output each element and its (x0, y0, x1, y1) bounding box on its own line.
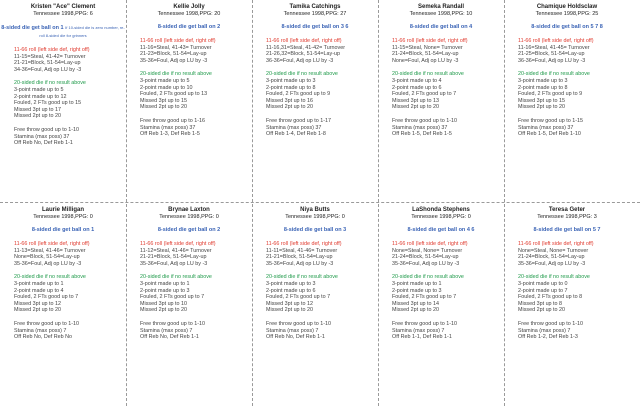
player-name: Kellie Jolly (173, 4, 205, 10)
stat-line: Free throw good up to 1-10 (392, 320, 458, 327)
roll-header: 11-66 roll (left side def, right off) (518, 241, 594, 247)
stat-line: Off Reb No, Def Reb 1-1 (140, 334, 199, 341)
die-result-line: Missed 2pt up to 20 (392, 307, 440, 314)
roll-result-line: 35-36=Foul, Adj op LU by -3 (140, 260, 208, 267)
die-result-line: Fouled, 2 FTs good up to 7 (266, 294, 331, 301)
ball-possession-line (126, 227, 252, 234)
player-card (0, 203, 126, 406)
die-result-line: 2-point made up to 10 (140, 84, 193, 91)
die-header: 20-sided die if no result above (140, 71, 212, 78)
roll-result-line: None=Steal, None= Turnover (392, 247, 463, 254)
ball-possession-text: 8-sided die get ball on 2 (157, 24, 221, 30)
player-card (378, 0, 504, 203)
roll-result-line: 21-21=Block, 51-54=Lay-up (266, 254, 333, 261)
roll-result-line: 11-16=Steal, 41-43= Turnover (140, 44, 212, 51)
team-ppg: Tennessee 1998,PPG: 0 (159, 214, 219, 220)
die-header: 20-sided die if no result above (392, 274, 464, 281)
die-header: 20-sided die if no result above (518, 274, 590, 281)
spacer (518, 64, 630, 71)
spacer (392, 64, 504, 71)
roll-header: 11-66 roll (left side def, right off) (266, 241, 342, 247)
die-result-line: 3-point made up to 5 (14, 86, 64, 93)
team-ppg: Tennessee 1998,PPG: 6 (33, 11, 93, 17)
stat-line: Off Reb 1-2, Def Reb 1-3 (518, 334, 578, 341)
roll-result-line: 36-36=Foul, Adj op LU by -3 (518, 57, 586, 64)
die-result-line: Missed 3pt up to 8 (518, 300, 563, 307)
die-result-line: 2-point made up to 6 (266, 287, 316, 294)
die-header: 20-sided die if no result above (518, 71, 590, 78)
spacer (140, 234, 252, 241)
die-result-line: Fouled, 2 FTs good up to 7 (392, 294, 457, 301)
spacer (518, 314, 630, 321)
spacer (392, 31, 504, 38)
stat-line: Free throw good up to 1-10 (14, 320, 80, 327)
die-result-line: Missed 2pt up to 20 (392, 104, 440, 111)
spacer (140, 111, 252, 118)
roll-result-line: 11-15=Steal, None= Turnover (392, 44, 463, 51)
player-card (126, 203, 252, 406)
ball-possession-text: 8-sided die get ball on 1 (31, 227, 95, 233)
roll-result-line: 35-36=Foul, Adj op LU by -3 (140, 57, 208, 64)
ball-possession-text: 8-sided die get ball on 3 6 (281, 24, 349, 30)
stat-line: Free throw good up to 1-10 (518, 320, 584, 327)
roll-result-line: 11-15=Steal, 41-42= Turnover (14, 53, 86, 60)
stat-line: Stamina (max poss) 37 (518, 124, 574, 131)
die-header: 20-sided die if no result above (14, 80, 86, 87)
stat-line: Off Reb No, Def Reb 1-1 (266, 334, 325, 341)
die-result-line: Missed 2pt up to 20 (140, 104, 188, 111)
spacer (14, 314, 126, 321)
ball-possession-text: 8-sided die get ball on 5 7 (533, 227, 601, 233)
roll-result-line: 35-36=Foul, Adj op LU by -3 (518, 260, 586, 267)
die-result-line: Fouled, 2 FTs good up to 13 (140, 91, 208, 98)
die-result-line: Missed 3pt up to 12 (14, 300, 62, 307)
die-result-line: 2-point made up to 7 (518, 287, 568, 294)
player-name: Tamika Catchings (289, 4, 341, 10)
die-result-line: Missed 3pt up to 15 (140, 97, 188, 104)
player-card (378, 203, 504, 406)
die-result-line: Missed 2pt up to 20 (14, 113, 62, 120)
spacer (14, 73, 126, 80)
team-ppg: Tennessee 1998,PPG: 20 (157, 11, 221, 17)
roll-result-line: 21-21=Block, 51-54=Lay-up (140, 254, 207, 261)
roll-result-line: 11-11=Steal, 41-46= Turnover (266, 247, 338, 254)
player-card (126, 0, 252, 203)
player-card (252, 203, 378, 406)
stat-line: Stamina (max poss) 37 (266, 124, 322, 131)
spacer (266, 111, 378, 118)
spacer (392, 267, 504, 274)
stat-line: Off Reb No, Def Reb No (14, 334, 73, 341)
roll-header: 11-66 roll (left side def, right off) (392, 38, 468, 44)
die-result-line: Fouled, 2 FTs good up to 7 (14, 294, 79, 301)
stat-line: Off Reb 1-5, Def Reb 1-5 (392, 131, 452, 138)
roll-header: 11-66 roll (left side def, right off) (14, 47, 90, 53)
roll-result-line: 35-36=Foul, Adj op LU by -3 (392, 260, 460, 267)
die-result-line: Fouled, 2 FTs good up to 7 (140, 294, 205, 301)
die-result-line: Missed 2pt up to 20 (266, 104, 314, 111)
stat-line: Stamina (max poss) 7 (518, 327, 571, 334)
player-card (0, 0, 126, 203)
roll-result-line: 21-24=Block, 51-54=Lay-up (518, 254, 585, 261)
roll-header: 11-66 roll (left side def, right off) (392, 241, 468, 247)
ball-possession-note: If 10-sided die is zero number, re-roll 8-sided die for grinners (39, 25, 125, 38)
ball-possession-text: 8-sided die get ball on 4 (409, 24, 473, 30)
stat-line: Stamina (max poss) 7 (140, 327, 193, 334)
die-result-line: Missed 3pt up to 12 (266, 300, 314, 307)
roll-result-line: None=Foul, Adj op LU by -3 (392, 57, 459, 64)
die-header: 20-sided die if no result above (266, 274, 338, 281)
stat-line: Free throw good up to 1-15 (518, 117, 584, 124)
player-name: Brynae Laxton (168, 207, 210, 213)
ball-possession-text: 8-sided die get ball on 3 (283, 227, 347, 233)
player-name: Semeka Randall (417, 4, 465, 10)
roll-result-line: 21-21=Block, 51-54=Lay-up (14, 60, 81, 67)
roll-result-line: 11-16=Steal, 41-45= Turnover (518, 44, 590, 51)
roll-result-line: 21-24=Block, 51-54=Lay-up (392, 254, 459, 261)
team-ppg: Tennessee 1998,PPG: 25 (535, 11, 599, 17)
stat-line: Off Reb 1-4, Def Reb 1-8 (266, 131, 326, 138)
stat-line: Off Reb 1-1, Def Reb 1-1 (392, 334, 452, 341)
roll-result-line: None=Steal, None= Turnover (518, 247, 589, 254)
stat-line: Off Reb No, Def Reb 1-1 (14, 140, 73, 147)
stat-line: Free throw good up to 1-16 (140, 117, 206, 124)
spacer (14, 120, 126, 127)
player-card (504, 203, 630, 406)
stat-line: Free throw good up to 1-10 (14, 126, 80, 133)
spacer (140, 31, 252, 38)
stat-line: Stamina (max poss) 37 (140, 124, 196, 131)
stat-line: Stamina (max poss) 7 (266, 327, 319, 334)
roll-result-line: 11-16,31=Steal, 41-42= Turnover (266, 44, 346, 51)
player-name: LaShonda Stephens (412, 207, 470, 213)
spacer (266, 64, 378, 71)
die-result-line: 2-point made up to 12 (14, 93, 67, 100)
spacer (392, 111, 504, 118)
ball-possession-line (504, 24, 630, 31)
die-result-line: Missed 3pt up to 15 (518, 97, 566, 104)
die-result-line: Fouled, 2 FTs good up to 9 (266, 91, 331, 98)
spacer (266, 314, 378, 321)
stat-line: Stamina (max poss) 7 (14, 327, 67, 334)
die-result-line: 2-point made up to 8 (518, 84, 568, 91)
die-result-line: Missed 3pt up to 14 (392, 300, 440, 307)
spacer (266, 267, 378, 274)
roll-header: 11-66 roll (left side def, right off) (140, 241, 216, 247)
roll-result-line: 21-24=Block, 51-54=Lay-up (392, 51, 459, 58)
die-result-line: Missed 3pt up to 16 (266, 97, 314, 104)
spacer (392, 234, 504, 241)
die-result-line: 3-point made up to 3 (266, 77, 316, 84)
die-result-line: 2-point made up to 4 (14, 287, 64, 294)
team-ppg: Tennessee 1998,PPG: 27 (283, 11, 347, 17)
team-ppg: Tennessee 1998,PPG: 0 (33, 214, 93, 220)
die-result-line: Missed 2pt up to 20 (14, 307, 62, 314)
player-card (504, 0, 630, 203)
player-name: Chamique Holdsclaw (536, 4, 598, 10)
roll-result-line: 21-25=Block, 51-54=Lay-up (518, 51, 585, 58)
ball-possession-text: 8-sided die get ball on 5 7 8 (531, 24, 603, 30)
stat-line: Off Reb 1-5, Def Reb 1-10 (518, 131, 581, 138)
team-ppg: Tennessee 1998,PPG: 10 (409, 11, 473, 17)
die-header: 20-sided die if no result above (140, 274, 212, 281)
ball-possession-line (378, 227, 504, 234)
player-name: Teresa Geter (548, 207, 586, 213)
die-result-line: 3-point made up to 1 (140, 280, 190, 287)
die-result-line: Missed 3pt up to 13 (392, 97, 440, 104)
die-result-line: 3-point made up to 4 (392, 77, 442, 84)
spacer (14, 267, 126, 274)
ball-possession-text: 8-sided die get ball on 1 (1, 25, 64, 31)
die-result-line: Missed 3pt up to 10 (140, 300, 188, 307)
die-result-line: Missed 2pt up to 20 (266, 307, 314, 314)
die-result-line: 3-point made up to 3 (518, 77, 568, 84)
spacer (266, 31, 378, 38)
roll-result-line: 11-12=Steal, 41-46= Turnover (140, 247, 212, 254)
ball-possession-text: 8-sided die get ball on 2 (157, 227, 221, 233)
die-result-line: Missed 2pt up to 20 (140, 307, 188, 314)
spacer (518, 267, 630, 274)
spacer (518, 234, 630, 241)
roll-header: 11-66 roll (left side def, right off) (518, 38, 594, 44)
stat-line: Free throw good up to 1-10 (140, 320, 206, 327)
spacer (266, 234, 378, 241)
roll-header: 11-66 roll (left side def, right off) (14, 241, 90, 247)
stat-line: Off Reb 1-3, Def Reb 1-5 (140, 131, 200, 138)
roll-header: 11-66 roll (left side def, right off) (140, 38, 216, 44)
roll-result-line: 35-36=Foul, Adj op LU by -3 (266, 260, 334, 267)
ball-possession-line (252, 227, 378, 234)
roll-result-line: 35-36=Foul, Adj op LU by -3 (14, 260, 82, 267)
die-result-line: Missed 2pt up to 20 (518, 104, 566, 111)
ball-possession-text: 8-sided die get ball on 4 6 (407, 227, 475, 233)
die-result-line: Missed 2pt up to 20 (518, 307, 566, 314)
die-result-line: 3-point made up to 5 (140, 77, 190, 84)
roll-result-line: 11-13=Steal, 41-46= Turnover (14, 247, 86, 254)
die-result-line: 2-point made up to 6 (392, 84, 442, 91)
die-result-line: 3-point made up to 3 (266, 280, 316, 287)
spacer (518, 31, 630, 38)
roll-result-line: None=Block, 51-54=Lay-up (14, 254, 80, 261)
spacer (14, 40, 126, 47)
die-header: 20-sided die if no result above (392, 71, 464, 78)
die-result-line: Fouled, 2 FTs good up to 7 (392, 91, 457, 98)
die-result-line: 2-point made up to 3 (140, 287, 190, 294)
team-ppg: Tennessee 1998,PPG: 3 (537, 214, 597, 220)
stat-line: Stamina (max poss) 37 (14, 133, 70, 140)
spacer (140, 267, 252, 274)
player-name: Kristen "Ace" Clement (30, 4, 96, 10)
spacer (140, 314, 252, 321)
spacer (14, 234, 126, 241)
player-name: Niya Butts (300, 207, 330, 213)
die-result-line: 2-point made up to 8 (266, 84, 316, 91)
stat-line: Free throw good up to 1-17 (266, 117, 332, 124)
die-result-line: Fouled, 2 FTs good up to 9 (518, 91, 583, 98)
stat-line: Stamina (max poss) 37 (392, 124, 448, 131)
team-ppg: Tennessee 1998,PPG: 0 (285, 214, 345, 220)
die-result-line: Fouled, 2 FTs good up to 8 (518, 294, 583, 301)
spacer (140, 64, 252, 71)
ball-possession-line (0, 24, 126, 40)
spacer (392, 314, 504, 321)
die-result-line: 3-point made up to 0 (518, 280, 568, 287)
die-result-line: 3-point made up to 1 (392, 280, 442, 287)
die-result-line: 2-point made up to 3 (392, 287, 442, 294)
ball-possession-line (378, 24, 504, 31)
roll-result-line: 36-36=Foul, Adj op LU by -3 (266, 57, 334, 64)
ball-possession-line (252, 24, 378, 31)
player-name: Laurie Milligan (41, 207, 84, 213)
roll-header: 11-66 roll (left side def, right off) (266, 38, 342, 44)
stat-line: Free throw good up to 1-10 (392, 117, 458, 124)
roll-result-line: 34-36=Foul, Adj op LU by -3 (14, 66, 82, 73)
team-ppg: Tennessee 1998,PPG: 0 (411, 214, 471, 220)
spacer (518, 111, 630, 118)
die-result-line: Missed 3pt up to 17 (14, 106, 62, 113)
player-card (252, 0, 378, 203)
stat-line: Free throw good up to 1-10 (266, 320, 332, 327)
ball-possession-line (0, 227, 126, 234)
ball-possession-line (504, 227, 630, 234)
die-header: 20-sided die if no result above (266, 71, 338, 78)
die-header: 20-sided die if no result above (14, 274, 86, 281)
stat-line: Stamina (max poss) 7 (392, 327, 445, 334)
ball-possession-line (126, 24, 252, 31)
roll-result-line: 21-23=Block, 51-54=Lay-up (140, 51, 207, 58)
roll-result-line: 21-26,32=Block, 51-54=Lay-up (266, 51, 341, 58)
die-result-line: Fouled, 2 FTs good up to 15 (14, 100, 82, 107)
die-result-line: 3-point made up to 1 (14, 280, 64, 287)
